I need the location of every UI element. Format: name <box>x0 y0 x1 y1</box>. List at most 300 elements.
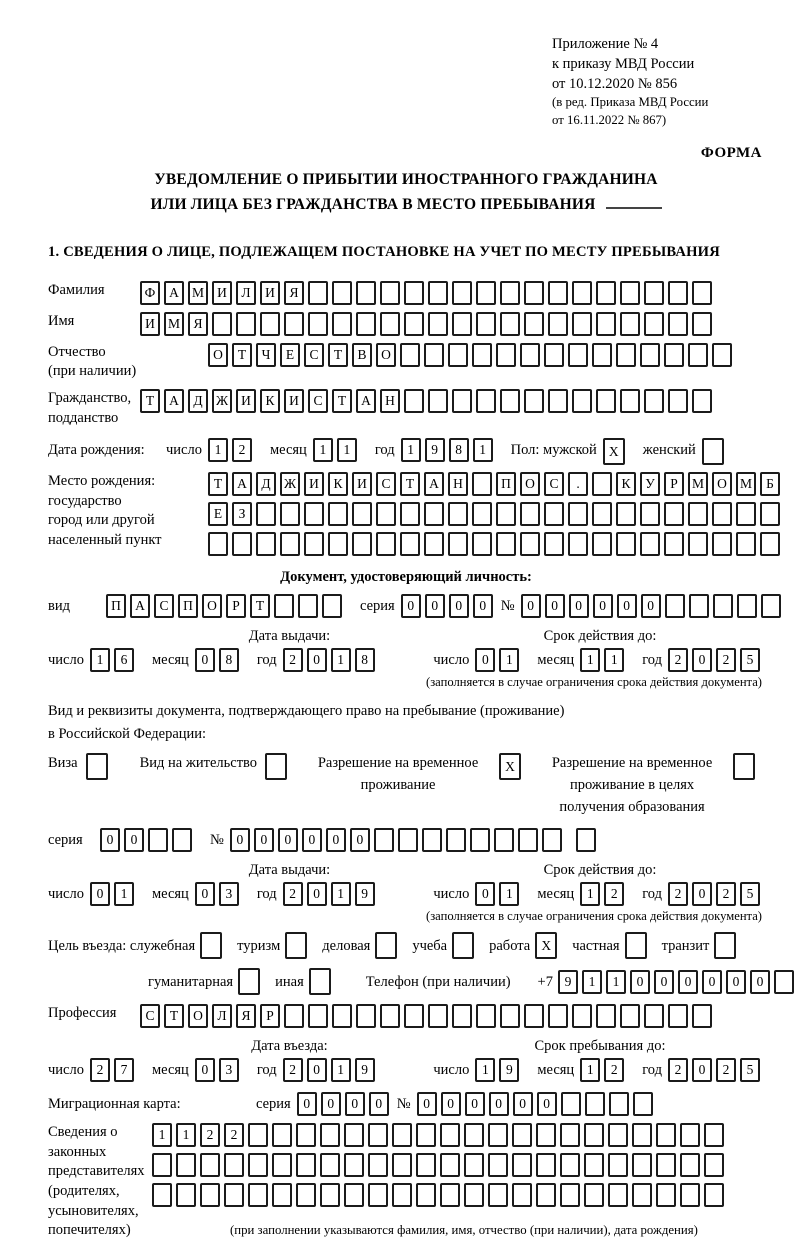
char-cell[interactable]: Н <box>380 389 400 413</box>
char-cell[interactable] <box>596 312 616 336</box>
char-cell[interactable] <box>446 828 466 852</box>
char-cell[interactable] <box>464 1123 484 1147</box>
char-cell[interactable]: З <box>232 502 252 526</box>
char-cell[interactable] <box>416 1123 436 1147</box>
char-cell[interactable] <box>452 389 472 413</box>
char-cell[interactable] <box>176 1153 196 1177</box>
char-cell[interactable] <box>224 1153 244 1177</box>
char-cell[interactable]: 1 <box>313 438 333 462</box>
char-cell[interactable]: 2 <box>668 648 688 672</box>
char-cell[interactable]: 0 <box>230 828 250 852</box>
char-cell[interactable] <box>304 502 324 526</box>
char-cell[interactable]: А <box>232 472 252 496</box>
char-cell[interactable] <box>248 1153 268 1177</box>
char-cell[interactable] <box>500 312 520 336</box>
char-cell[interactable] <box>702 438 724 465</box>
char-cell[interactable] <box>620 281 640 305</box>
char-cell[interactable] <box>713 594 733 618</box>
char-cell[interactable] <box>584 1183 604 1207</box>
char-cell[interactable]: О <box>202 594 222 618</box>
char-cell[interactable]: 0 <box>297 1092 317 1116</box>
char-cell[interactable]: 7 <box>114 1058 134 1082</box>
char-cell[interactable] <box>572 281 592 305</box>
char-cell[interactable] <box>404 312 424 336</box>
char-cell[interactable]: 8 <box>449 438 469 462</box>
char-cell[interactable] <box>404 389 424 413</box>
char-cell[interactable]: Б <box>760 472 780 496</box>
char-cell[interactable] <box>668 281 688 305</box>
char-cell[interactable]: Т <box>164 1004 184 1028</box>
char-cell[interactable]: 8 <box>219 648 239 672</box>
char-cell[interactable]: О <box>208 343 228 367</box>
char-cell[interactable]: И <box>236 389 256 413</box>
char-cell[interactable] <box>496 532 516 556</box>
char-cell[interactable] <box>608 1183 628 1207</box>
char-cell[interactable]: 8 <box>355 648 375 672</box>
char-cell[interactable] <box>322 594 342 618</box>
char-cell[interactable]: X <box>535 932 557 959</box>
char-cell[interactable] <box>256 502 276 526</box>
char-cell[interactable] <box>494 828 514 852</box>
char-cell[interactable] <box>380 1004 400 1028</box>
char-cell[interactable] <box>592 472 612 496</box>
char-cell[interactable]: 1 <box>580 882 600 906</box>
char-cell[interactable]: С <box>544 472 564 496</box>
char-cell[interactable] <box>568 343 588 367</box>
char-cell[interactable]: 0 <box>307 1058 327 1082</box>
char-cell[interactable] <box>656 1153 676 1177</box>
char-cell[interactable] <box>584 1123 604 1147</box>
char-cell[interactable] <box>260 312 280 336</box>
char-cell[interactable] <box>392 1123 412 1147</box>
char-cell[interactable] <box>200 1183 220 1207</box>
char-cell[interactable] <box>760 532 780 556</box>
char-cell[interactable]: 1 <box>473 438 493 462</box>
char-cell[interactable] <box>308 281 328 305</box>
char-cell[interactable]: П <box>106 594 126 618</box>
char-cell[interactable] <box>568 502 588 526</box>
char-cell[interactable]: 0 <box>475 648 495 672</box>
char-cell[interactable] <box>572 1004 592 1028</box>
char-cell[interactable] <box>712 502 732 526</box>
char-cell[interactable]: 0 <box>545 594 565 618</box>
char-cell[interactable] <box>376 532 396 556</box>
char-cell[interactable] <box>668 389 688 413</box>
char-cell[interactable] <box>332 1004 352 1028</box>
char-cell[interactable] <box>644 389 664 413</box>
char-cell[interactable] <box>172 828 192 852</box>
char-cell[interactable] <box>576 828 596 852</box>
char-cell[interactable] <box>476 1004 496 1028</box>
char-cell[interactable] <box>428 281 448 305</box>
char-cell[interactable] <box>633 1092 653 1116</box>
char-cell[interactable]: 1 <box>208 438 228 462</box>
char-cell[interactable]: 0 <box>350 828 370 852</box>
char-cell[interactable] <box>356 281 376 305</box>
char-cell[interactable] <box>488 1153 508 1177</box>
char-cell[interactable]: 9 <box>355 882 375 906</box>
char-cell[interactable] <box>500 1004 520 1028</box>
char-cell[interactable] <box>375 932 397 959</box>
char-cell[interactable] <box>736 532 756 556</box>
char-cell[interactable]: 1 <box>604 648 624 672</box>
char-cell[interactable]: 0 <box>475 882 495 906</box>
char-cell[interactable]: 2 <box>716 648 736 672</box>
char-cell[interactable] <box>256 532 276 556</box>
char-cell[interactable]: С <box>376 472 396 496</box>
char-cell[interactable] <box>733 753 755 780</box>
char-cell[interactable] <box>664 343 684 367</box>
char-cell[interactable]: 1 <box>580 648 600 672</box>
char-cell[interactable]: 0 <box>630 970 650 994</box>
char-cell[interactable]: Ж <box>212 389 232 413</box>
char-cell[interactable] <box>560 1183 580 1207</box>
char-cell[interactable] <box>212 312 232 336</box>
char-cell[interactable]: Т <box>328 343 348 367</box>
char-cell[interactable]: 0 <box>307 882 327 906</box>
char-cell[interactable] <box>560 1123 580 1147</box>
char-cell[interactable]: 1 <box>331 648 351 672</box>
char-cell[interactable]: 0 <box>401 594 421 618</box>
char-cell[interactable] <box>704 1183 724 1207</box>
char-cell[interactable]: Ф <box>140 281 160 305</box>
char-cell[interactable] <box>512 1153 532 1177</box>
char-cell[interactable] <box>304 532 324 556</box>
char-cell[interactable] <box>620 1004 640 1028</box>
char-cell[interactable]: И <box>260 281 280 305</box>
char-cell[interactable]: 1 <box>475 1058 495 1082</box>
char-cell[interactable] <box>544 502 564 526</box>
char-cell[interactable] <box>568 532 588 556</box>
char-cell[interactable] <box>272 1123 292 1147</box>
char-cell[interactable] <box>376 502 396 526</box>
char-cell[interactable] <box>200 1153 220 1177</box>
char-cell[interactable] <box>609 1092 629 1116</box>
char-cell[interactable] <box>400 343 420 367</box>
char-cell[interactable] <box>592 502 612 526</box>
char-cell[interactable] <box>760 502 780 526</box>
char-cell[interactable]: С <box>308 389 328 413</box>
char-cell[interactable] <box>148 828 168 852</box>
char-cell[interactable] <box>496 502 516 526</box>
char-cell[interactable] <box>452 312 472 336</box>
char-cell[interactable]: И <box>284 389 304 413</box>
char-cell[interactable] <box>704 1123 724 1147</box>
char-cell[interactable]: 1 <box>401 438 421 462</box>
char-cell[interactable] <box>285 932 307 959</box>
char-cell[interactable] <box>328 532 348 556</box>
char-cell[interactable] <box>476 312 496 336</box>
char-cell[interactable] <box>398 828 418 852</box>
char-cell[interactable] <box>664 502 684 526</box>
char-cell[interactable]: 0 <box>654 970 674 994</box>
char-cell[interactable] <box>572 312 592 336</box>
char-cell[interactable] <box>238 968 260 995</box>
char-cell[interactable]: X <box>499 753 521 780</box>
char-cell[interactable]: 0 <box>307 648 327 672</box>
char-cell[interactable]: 0 <box>678 970 698 994</box>
char-cell[interactable] <box>404 281 424 305</box>
char-cell[interactable]: М <box>164 312 184 336</box>
char-cell[interactable] <box>320 1123 340 1147</box>
char-cell[interactable] <box>400 502 420 526</box>
char-cell[interactable] <box>470 828 490 852</box>
char-cell[interactable] <box>328 502 348 526</box>
char-cell[interactable]: М <box>188 281 208 305</box>
char-cell[interactable]: Ж <box>280 472 300 496</box>
char-cell[interactable] <box>298 594 318 618</box>
char-cell[interactable]: И <box>304 472 324 496</box>
char-cell[interactable]: 0 <box>692 1058 712 1082</box>
char-cell[interactable]: 3 <box>219 1058 239 1082</box>
char-cell[interactable] <box>344 1123 364 1147</box>
char-cell[interactable] <box>584 1153 604 1177</box>
char-cell[interactable]: 2 <box>232 438 252 462</box>
char-cell[interactable] <box>625 932 647 959</box>
char-cell[interactable] <box>692 281 712 305</box>
char-cell[interactable] <box>616 502 636 526</box>
char-cell[interactable]: 2 <box>668 882 688 906</box>
char-cell[interactable]: 0 <box>195 882 215 906</box>
char-cell[interactable] <box>688 532 708 556</box>
char-cell[interactable] <box>428 389 448 413</box>
char-cell[interactable]: Л <box>212 1004 232 1028</box>
char-cell[interactable] <box>620 389 640 413</box>
char-cell[interactable] <box>592 343 612 367</box>
char-cell[interactable] <box>428 312 448 336</box>
char-cell[interactable] <box>640 502 660 526</box>
char-cell[interactable] <box>152 1153 172 1177</box>
char-cell[interactable]: 0 <box>441 1092 461 1116</box>
char-cell[interactable] <box>488 1123 508 1147</box>
char-cell[interactable]: Д <box>256 472 276 496</box>
char-cell[interactable] <box>356 1004 376 1028</box>
char-cell[interactable] <box>736 502 756 526</box>
char-cell[interactable]: Я <box>188 312 208 336</box>
char-cell[interactable]: 1 <box>152 1123 172 1147</box>
char-cell[interactable] <box>352 502 372 526</box>
char-cell[interactable] <box>712 532 732 556</box>
char-cell[interactable] <box>368 1153 388 1177</box>
char-cell[interactable]: 0 <box>195 1058 215 1082</box>
char-cell[interactable]: 1 <box>499 882 519 906</box>
char-cell[interactable] <box>656 1183 676 1207</box>
char-cell[interactable] <box>208 532 228 556</box>
char-cell[interactable] <box>616 532 636 556</box>
char-cell[interactable] <box>632 1153 652 1177</box>
char-cell[interactable] <box>548 389 568 413</box>
char-cell[interactable]: Т <box>332 389 352 413</box>
char-cell[interactable]: 2 <box>716 1058 736 1082</box>
char-cell[interactable] <box>274 594 294 618</box>
char-cell[interactable] <box>572 389 592 413</box>
char-cell[interactable] <box>524 1004 544 1028</box>
char-cell[interactable]: О <box>376 343 396 367</box>
char-cell[interactable] <box>560 1153 580 1177</box>
char-cell[interactable] <box>548 1004 568 1028</box>
char-cell[interactable] <box>476 281 496 305</box>
char-cell[interactable]: Т <box>140 389 160 413</box>
char-cell[interactable] <box>309 968 331 995</box>
char-cell[interactable] <box>284 312 304 336</box>
char-cell[interactable] <box>464 1153 484 1177</box>
char-cell[interactable] <box>280 532 300 556</box>
char-cell[interactable] <box>664 532 684 556</box>
char-cell[interactable]: Я <box>284 281 304 305</box>
char-cell[interactable]: 0 <box>489 1092 509 1116</box>
char-cell[interactable]: 2 <box>716 882 736 906</box>
char-cell[interactable] <box>737 594 757 618</box>
char-cell[interactable]: 9 <box>425 438 445 462</box>
char-cell[interactable] <box>520 343 540 367</box>
char-cell[interactable]: 1 <box>176 1123 196 1147</box>
char-cell[interactable] <box>404 1004 424 1028</box>
char-cell[interactable] <box>512 1123 532 1147</box>
char-cell[interactable] <box>368 1123 388 1147</box>
char-cell[interactable]: 0 <box>254 828 274 852</box>
char-cell[interactable]: 0 <box>278 828 298 852</box>
char-cell[interactable] <box>440 1183 460 1207</box>
char-cell[interactable] <box>632 1183 652 1207</box>
char-cell[interactable] <box>632 1123 652 1147</box>
char-cell[interactable] <box>422 828 442 852</box>
char-cell[interactable] <box>320 1153 340 1177</box>
char-cell[interactable]: 0 <box>569 594 589 618</box>
char-cell[interactable]: 0 <box>513 1092 533 1116</box>
char-cell[interactable]: С <box>140 1004 160 1028</box>
char-cell[interactable] <box>592 532 612 556</box>
char-cell[interactable]: 0 <box>750 970 770 994</box>
char-cell[interactable]: 1 <box>90 648 110 672</box>
char-cell[interactable] <box>296 1183 316 1207</box>
char-cell[interactable] <box>86 753 108 780</box>
char-cell[interactable] <box>544 343 564 367</box>
char-cell[interactable]: Т <box>250 594 270 618</box>
char-cell[interactable]: С <box>154 594 174 618</box>
char-cell[interactable]: И <box>140 312 160 336</box>
char-cell[interactable] <box>332 281 352 305</box>
char-cell[interactable] <box>640 343 660 367</box>
char-cell[interactable] <box>608 1153 628 1177</box>
char-cell[interactable]: 3 <box>219 882 239 906</box>
char-cell[interactable]: О <box>520 472 540 496</box>
char-cell[interactable] <box>476 389 496 413</box>
char-cell[interactable]: 9 <box>355 1058 375 1082</box>
char-cell[interactable] <box>424 532 444 556</box>
char-cell[interactable]: 2 <box>283 882 303 906</box>
char-cell[interactable] <box>332 312 352 336</box>
char-cell[interactable]: А <box>164 389 184 413</box>
char-cell[interactable] <box>248 1123 268 1147</box>
char-cell[interactable] <box>524 389 544 413</box>
char-cell[interactable] <box>344 1183 364 1207</box>
char-cell[interactable]: . <box>568 472 588 496</box>
char-cell[interactable]: 1 <box>606 970 626 994</box>
char-cell[interactable] <box>596 281 616 305</box>
char-cell[interactable]: 2 <box>604 882 624 906</box>
char-cell[interactable] <box>496 343 516 367</box>
char-cell[interactable] <box>524 312 544 336</box>
char-cell[interactable]: С <box>304 343 324 367</box>
char-cell[interactable] <box>344 1153 364 1177</box>
char-cell[interactable] <box>616 343 636 367</box>
char-cell[interactable]: М <box>688 472 708 496</box>
char-cell[interactable] <box>536 1183 556 1207</box>
char-cell[interactable] <box>488 1183 508 1207</box>
char-cell[interactable] <box>665 594 685 618</box>
char-cell[interactable] <box>296 1153 316 1177</box>
char-cell[interactable]: 0 <box>702 970 722 994</box>
char-cell[interactable]: 1 <box>114 882 134 906</box>
char-cell[interactable]: 5 <box>740 648 760 672</box>
char-cell[interactable] <box>280 502 300 526</box>
title-blank-line[interactable] <box>606 194 662 209</box>
char-cell[interactable] <box>704 1153 724 1177</box>
char-cell[interactable] <box>416 1183 436 1207</box>
char-cell[interactable] <box>644 281 664 305</box>
char-cell[interactable]: М <box>736 472 756 496</box>
char-cell[interactable] <box>308 1004 328 1028</box>
char-cell[interactable] <box>714 932 736 959</box>
char-cell[interactable] <box>424 343 444 367</box>
char-cell[interactable]: П <box>496 472 516 496</box>
char-cell[interactable]: 0 <box>195 648 215 672</box>
char-cell[interactable] <box>688 502 708 526</box>
char-cell[interactable]: 9 <box>558 970 578 994</box>
char-cell[interactable]: 1 <box>337 438 357 462</box>
char-cell[interactable] <box>518 828 538 852</box>
char-cell[interactable] <box>692 389 712 413</box>
char-cell[interactable] <box>640 532 660 556</box>
char-cell[interactable] <box>656 1123 676 1147</box>
char-cell[interactable] <box>448 343 468 367</box>
char-cell[interactable] <box>472 472 492 496</box>
char-cell[interactable] <box>440 1153 460 1177</box>
char-cell[interactable] <box>236 312 256 336</box>
char-cell[interactable] <box>680 1123 700 1147</box>
char-cell[interactable] <box>392 1153 412 1177</box>
char-cell[interactable]: 1 <box>331 1058 351 1082</box>
char-cell[interactable]: А <box>356 389 376 413</box>
char-cell[interactable] <box>692 312 712 336</box>
char-cell[interactable]: Р <box>226 594 246 618</box>
char-cell[interactable]: 0 <box>473 594 493 618</box>
char-cell[interactable]: 0 <box>537 1092 557 1116</box>
char-cell[interactable]: 0 <box>302 828 322 852</box>
char-cell[interactable] <box>284 1004 304 1028</box>
char-cell[interactable]: 0 <box>617 594 637 618</box>
char-cell[interactable]: 0 <box>90 882 110 906</box>
char-cell[interactable]: Е <box>208 502 228 526</box>
char-cell[interactable]: 0 <box>417 1092 437 1116</box>
char-cell[interactable]: 0 <box>692 882 712 906</box>
char-cell[interactable] <box>548 312 568 336</box>
char-cell[interactable] <box>272 1153 292 1177</box>
char-cell[interactable] <box>608 1123 628 1147</box>
char-cell[interactable] <box>668 1004 688 1028</box>
char-cell[interactable] <box>248 1183 268 1207</box>
char-cell[interactable]: 2 <box>200 1123 220 1147</box>
char-cell[interactable] <box>392 1183 412 1207</box>
char-cell[interactable] <box>428 1004 448 1028</box>
char-cell[interactable]: 5 <box>740 882 760 906</box>
char-cell[interactable] <box>688 343 708 367</box>
char-cell[interactable]: А <box>130 594 150 618</box>
char-cell[interactable]: К <box>260 389 280 413</box>
char-cell[interactable] <box>440 1123 460 1147</box>
char-cell[interactable]: Р <box>260 1004 280 1028</box>
char-cell[interactable]: 0 <box>321 1092 341 1116</box>
